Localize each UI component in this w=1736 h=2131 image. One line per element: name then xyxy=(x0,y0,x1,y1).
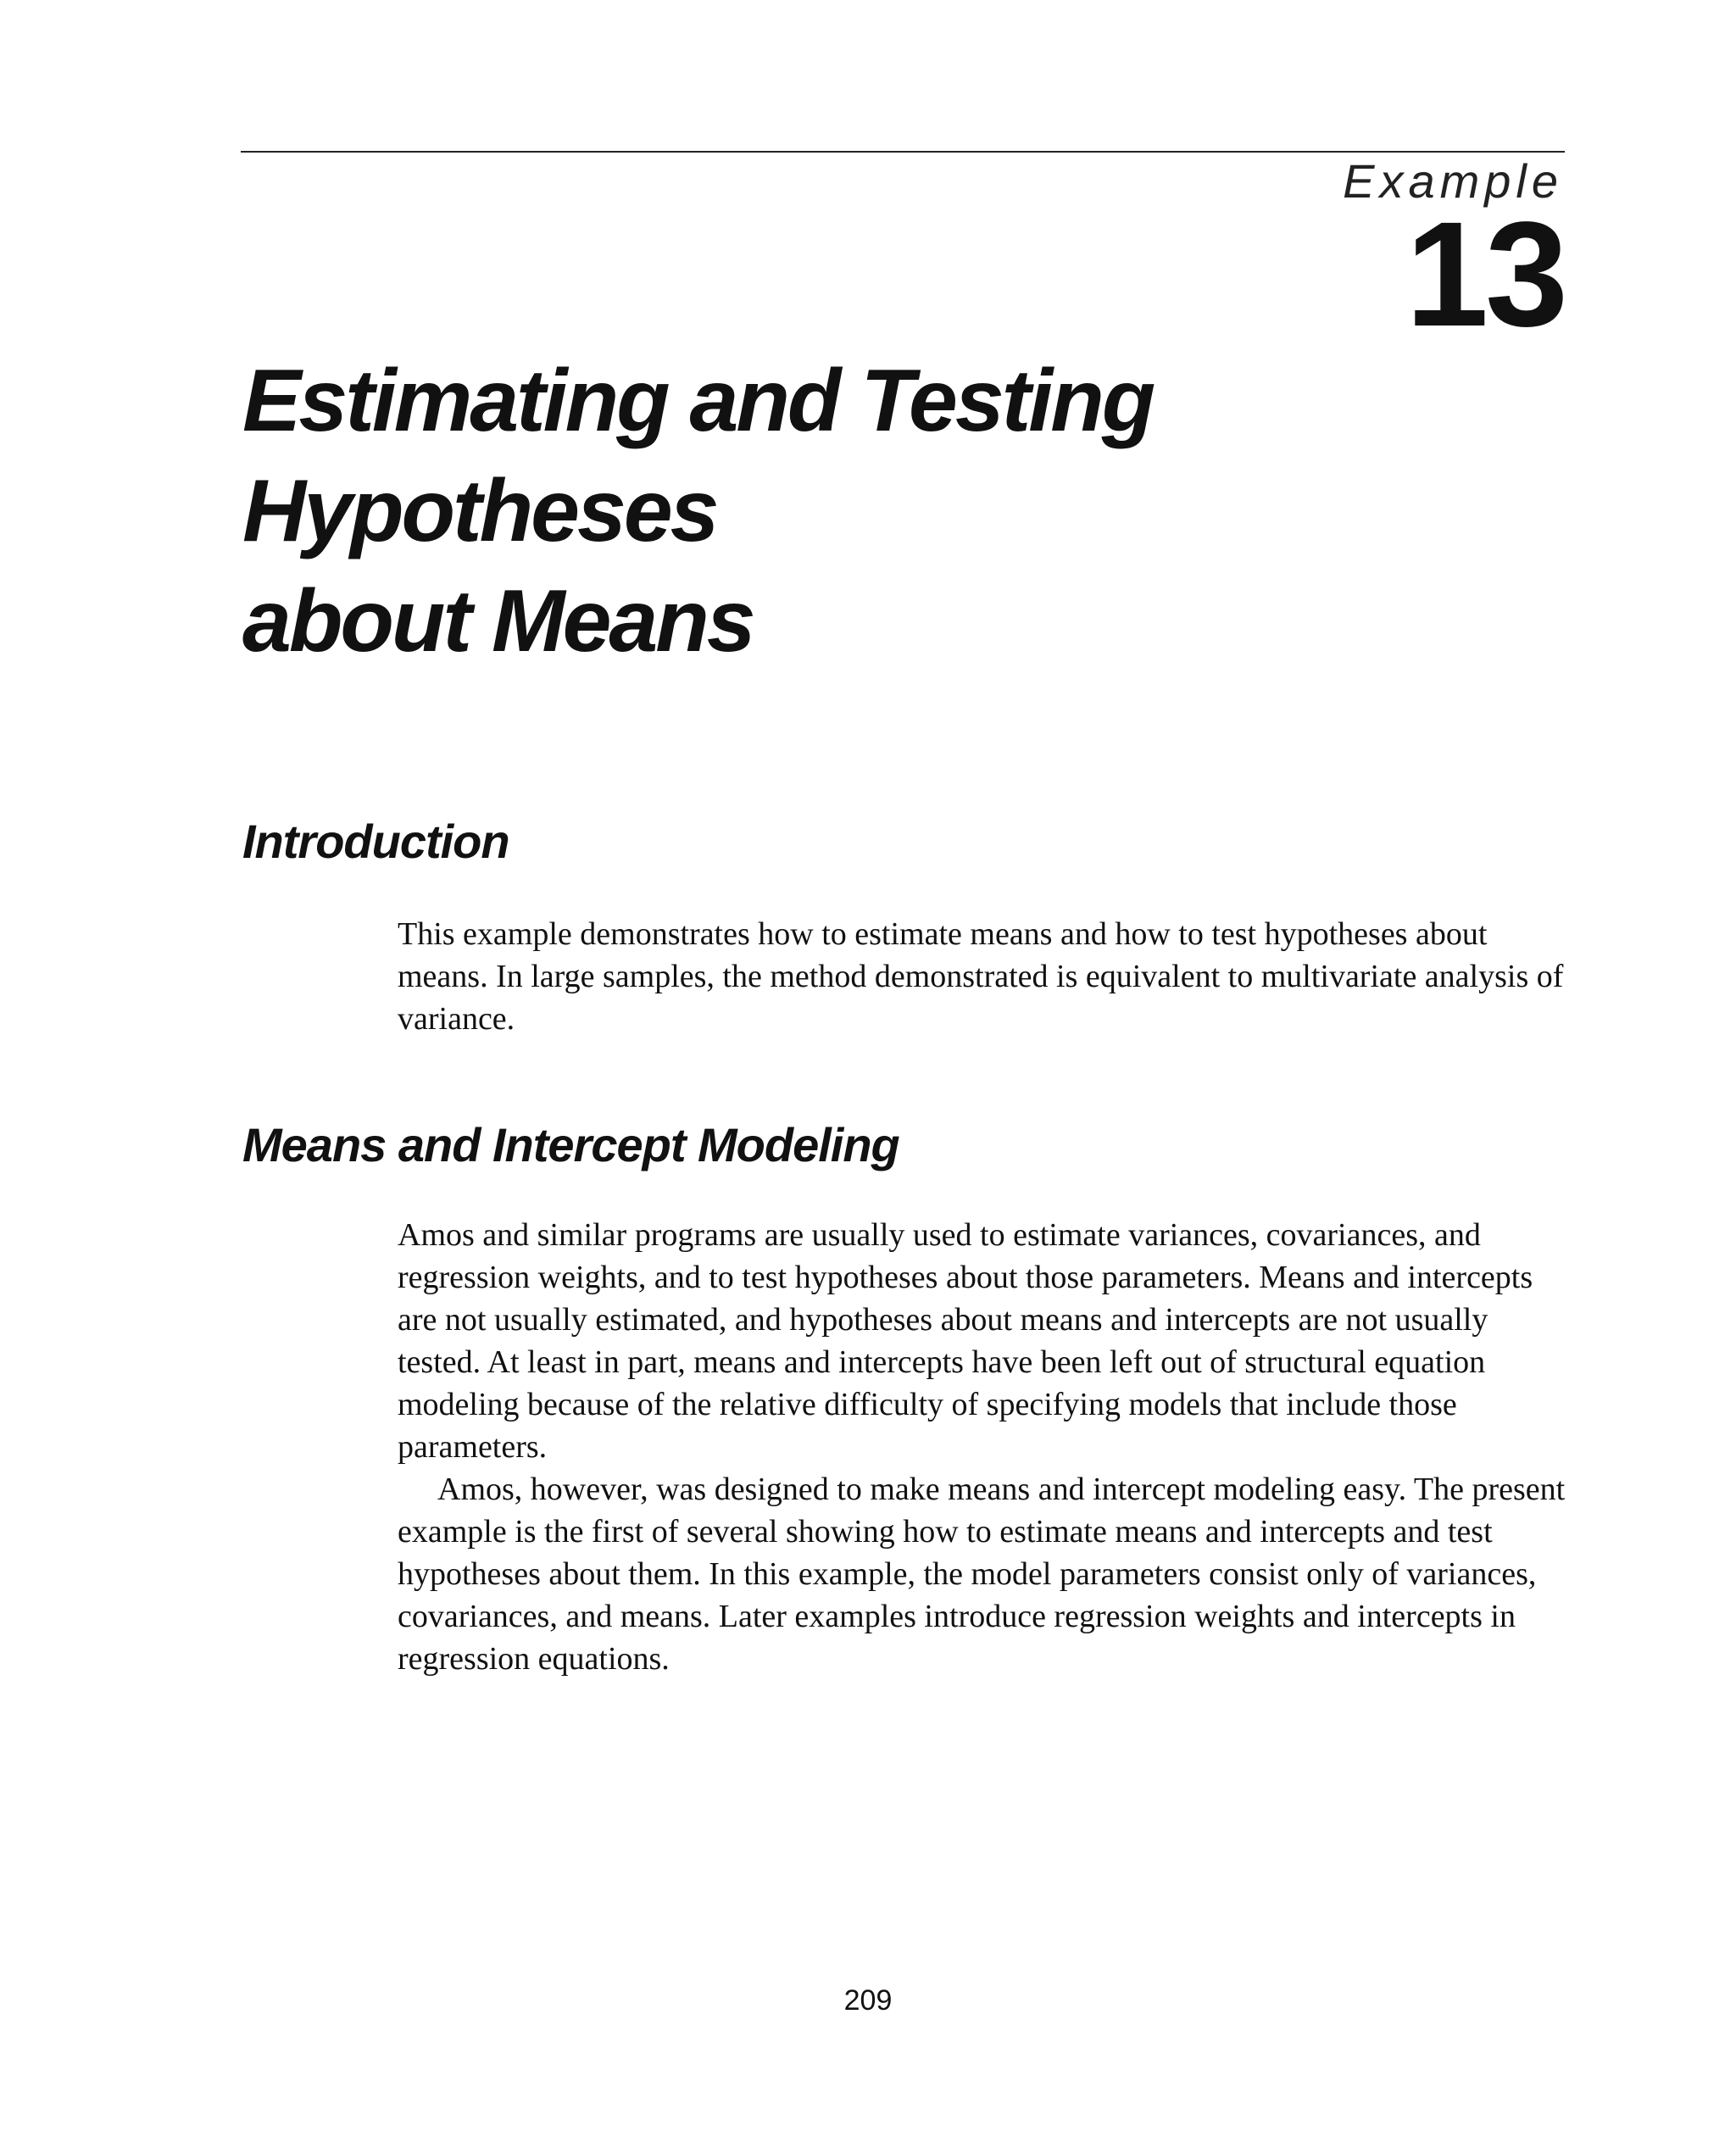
section-heading-introduction: Introduction xyxy=(242,815,509,868)
page-number: 209 xyxy=(843,1984,893,2017)
means-intercept-paragraph-2: Amos, however, was designed to make means and intercept modeling easy. The present example is the first of several showing how to estimate means and intercepts and test hypotheses about them. In this example, the model parameters consist only of variances, covariances, and means. Later examples introduce regression weights and intercepts in regression equations. xyxy=(398,1472,1566,1677)
section-heading-means-intercept-modeling: Means and Intercept Modeling xyxy=(242,1118,899,1171)
chapter-title-line-1: Estimating and Testing Hypotheses xyxy=(242,352,1154,560)
means-intercept-paragraph-1: Amos and similar programs are usually used to estimate variances, covariances, and regression weights, and to test hypotheses about those parameters. Means and intercepts are not usually estimated, and hypotheses about means and intercepts are not usually tested. At least in part, means and intercepts have been left out of structural equation modeling because of the relative difficulty of specifying models that include those parameters. xyxy=(398,1217,1533,1465)
example-label: Example xyxy=(1343,154,1563,208)
example-number: 13 xyxy=(1405,192,1565,358)
chapter-title-line-2: about Means xyxy=(242,572,754,670)
chapter-title xyxy=(242,346,1565,676)
header-rule xyxy=(241,151,1565,153)
introduction-paragraph: This example demonstrates how to estimate means and how to test hypotheses about means. In large samples, the method demonstrated is equivalent to multivariate analysis of variance. xyxy=(398,916,1564,1037)
